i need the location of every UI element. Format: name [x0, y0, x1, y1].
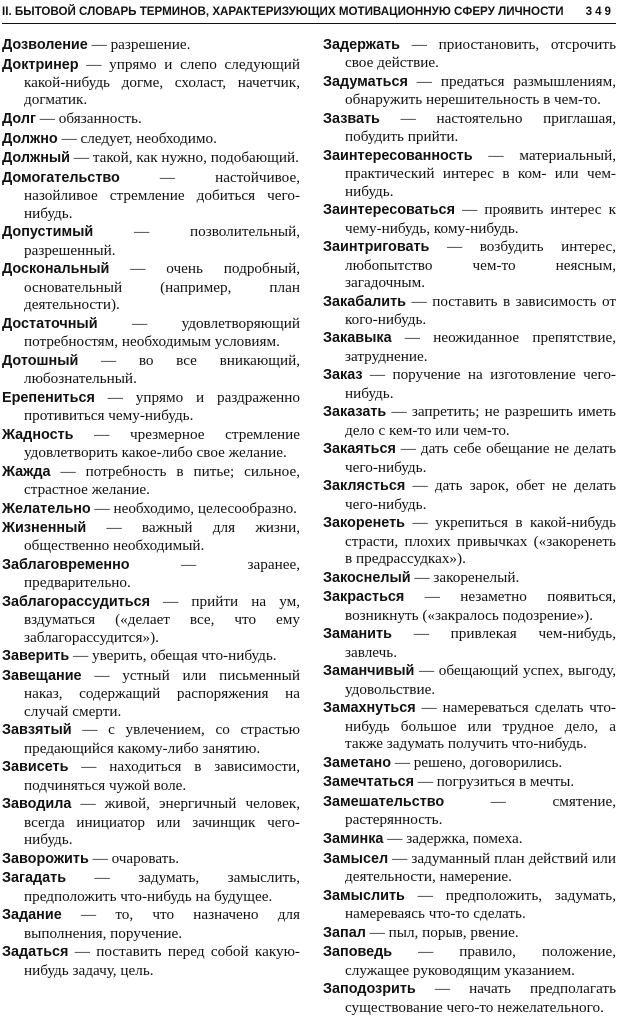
- entry-term: Замыслить: [323, 887, 405, 904]
- entry-definition: — материальный, практический интерес в ком- или чем-нибудь.: [345, 146, 616, 200]
- entry-definition: — следует, необходимо.: [57, 129, 217, 147]
- entry-definition: — привлекая чем-нибудь, завлечь.: [345, 625, 616, 661]
- entry-term: Заподозрить: [323, 981, 416, 998]
- dictionary-entry: [2, 593, 300, 646]
- entry-definition: — правило, положение, служащее руководящим указанием.: [345, 943, 616, 979]
- entry-term: Должно: [2, 130, 58, 147]
- dictionary-entry: [2, 943, 300, 979]
- entry-definition: — смятение, растерянность.: [345, 792, 616, 829]
- entry-definition: — незаметно появиться, возникнуть («закралось подозрение»).: [345, 588, 616, 624]
- dictionary-entry: [323, 773, 616, 791]
- dictionary-entry: [323, 73, 616, 109]
- dictionary-entry: [323, 924, 616, 942]
- entry-definition: — закоренелый.: [410, 568, 520, 586]
- entry-definition: — настоятельно приглашая, побудить прийти.: [345, 109, 616, 146]
- dictionary-entry: [2, 352, 300, 388]
- right-column: [323, 36, 616, 1017]
- dictionary-entry: [2, 795, 300, 848]
- dictionary-entry: [323, 754, 616, 772]
- entry-term: Заклясться: [323, 478, 406, 495]
- entry-definition: — заранее, предварительно.: [24, 556, 300, 592]
- entry-definition: — приостановить, отсрочить свое действие.: [345, 36, 616, 72]
- entry-definition: — разрешение.: [87, 36, 191, 53]
- entry-definition: — упрямо и слепо следующий какой-нибудь догме, схоласт, начетчик, догматик.: [24, 55, 300, 109]
- dictionary-entry: [323, 793, 616, 829]
- dictionary-entry: [2, 223, 300, 259]
- entry-term: Заманить: [323, 626, 392, 643]
- entry-definition: — пыл, порыв, рвение.: [365, 923, 519, 941]
- dictionary-entry: [323, 625, 616, 661]
- entry-definition: — необходимо, целесообразно.: [90, 499, 297, 517]
- entry-term: Дотошный: [2, 352, 79, 369]
- entry-term: Замахнуться: [323, 700, 416, 717]
- dictionary-entry: [323, 110, 616, 146]
- dictionary-entry: [2, 110, 300, 128]
- entry-definition: — поручение на изготовление чего-нибудь.: [345, 366, 616, 402]
- entry-definition: — задумать, замыслить, предположить что-нибудь на будущее.: [24, 869, 300, 905]
- entry-term: Достаточный: [2, 315, 98, 332]
- dictionary-entry: [2, 260, 300, 313]
- entry-term: Заповедь: [323, 944, 393, 961]
- entry-term: Домогательство: [2, 170, 120, 187]
- entry-term: Закоснелый: [323, 569, 411, 586]
- dictionary-entry: [323, 850, 616, 886]
- dictionary-entry: [323, 36, 616, 72]
- entry-definition: — дать зарок, обет не делать чего-нибудь.: [345, 477, 616, 513]
- entry-definition: — упрямо и раздраженно противиться чему-нибудь.: [24, 388, 300, 424]
- entry-term: Желательно: [2, 500, 91, 517]
- entry-term: Заинтриговать: [323, 239, 430, 256]
- dictionary-entry: [323, 588, 616, 624]
- header-title: II. БЫТОВОЙ СЛОВАРЬ ТЕРМИНОВ, ХАРАКТЕРИЗУЮЩИХ МОТИВАЦИОННУЮ СФЕРУ ЛИЧНОСТИ: [2, 5, 564, 18]
- entry-term: Зазвать: [323, 110, 380, 127]
- dictionary-entry: [323, 440, 616, 476]
- entry-term: Заманчивый: [323, 663, 415, 680]
- entry-term: Заминка: [323, 830, 384, 847]
- entry-term: Жажда: [2, 463, 51, 480]
- running-header: [2, 3, 616, 24]
- dictionary-entry: [2, 389, 300, 425]
- dictionary-entry: [2, 463, 300, 499]
- dictionary-entry: [323, 293, 616, 329]
- dictionary-entry: [2, 426, 300, 462]
- entry-definition: — проявить интерес к чему-нибудь, кому-нибудь.: [345, 201, 616, 237]
- entry-definition: — задуманный план действий или деятельности, намерение.: [345, 849, 616, 885]
- entry-definition: — запретить; не разрешить иметь дело с кем-то или чем-то.: [345, 403, 616, 439]
- entry-definition: — во все вникающий, любознательный.: [24, 351, 300, 387]
- entry-definition: — живой, энергичный человек, всегда инициатор или зачинщик чего-нибудь.: [24, 795, 300, 848]
- entry-term: Закрасться: [323, 589, 405, 606]
- entry-term: Загадать: [2, 870, 67, 887]
- dictionary-entry: [323, 887, 616, 923]
- dictionary-entry: [2, 36, 300, 54]
- entry-term: Задуматься: [323, 73, 408, 90]
- dictionary-entry: [323, 238, 616, 291]
- entry-definition: — чрезмерное стремление удовлетворить какое-либо свое желание.: [24, 425, 300, 461]
- entry-term: Завзятый: [2, 722, 72, 739]
- dictionary-entry: [2, 500, 300, 518]
- entry-definition: — решено, договорились.: [391, 753, 563, 771]
- dictionary-entry: [2, 56, 300, 109]
- entry-term: Допустимый: [2, 224, 94, 241]
- dictionary-entry: [2, 315, 300, 351]
- dictionary-entry: [323, 943, 616, 979]
- entry-definition: — потребность в питье; сильное, страстное желание.: [24, 462, 300, 498]
- entry-term: Жизненный: [2, 520, 87, 537]
- entry-term: Заказ: [323, 367, 363, 384]
- entry-definition: — неожиданное препятствие, затруднение.: [345, 329, 616, 365]
- entry-definition: — прийти на ум, вздуматься («делает все, что ему заблагорассудится»).: [24, 593, 300, 646]
- entry-term: Заблагорассудиться: [2, 594, 151, 611]
- entry-term: Задержать: [323, 37, 401, 53]
- entry-term: Дозволение: [2, 37, 88, 53]
- entry-term: Заинтересованность: [323, 147, 473, 164]
- entry-term: Закоренеть: [323, 515, 406, 532]
- entry-definition: — такой, как нужно, подобающий.: [70, 149, 299, 167]
- entry-term: Замысел: [323, 850, 389, 867]
- entry-term: Задаться: [2, 944, 69, 961]
- page-number: 349: [585, 5, 614, 18]
- entry-term: Заказать: [323, 404, 387, 421]
- entry-term: Заверить: [2, 648, 70, 665]
- entry-definition: — обещающий успех, выгоду, удовольствие.: [345, 662, 616, 698]
- entry-term: Закавыка: [323, 330, 392, 347]
- dictionary-entry: [323, 980, 616, 1016]
- dictionary-entry: [2, 647, 300, 665]
- entry-term: Зависеть: [2, 759, 69, 776]
- entry-term: Заметано: [323, 754, 392, 771]
- dictionary-entry: [2, 869, 300, 905]
- dictionary-entry: [323, 329, 616, 365]
- dictionary-entry: [2, 519, 300, 555]
- dictionary-entry: [323, 662, 616, 698]
- entry-definition: — настойчивое, назойливое стремление добиться чего-нибудь.: [24, 169, 300, 222]
- entry-term: Заблаговременно: [2, 557, 130, 574]
- entry-term: Должный: [2, 150, 71, 167]
- entry-definition: — с увлечением, со страстью предающийся какому-либо занятию.: [24, 721, 300, 757]
- dictionary-entry: [323, 147, 616, 200]
- entry-definition: — важный для жизни, общественно необходимый.: [24, 519, 300, 555]
- entry-definition: — погрузиться в мечты.: [414, 773, 575, 791]
- entry-definition: — возбудить интерес, любопытство чем-то неясным, загадочным.: [345, 238, 616, 291]
- entry-definition: — устный или письменный наказ, содержащий распоряжения на случай смерти.: [24, 667, 300, 720]
- dictionary-entry: [323, 830, 616, 848]
- entry-definition: — дать себе обещание не делать чего-нибудь.: [345, 440, 616, 476]
- dictionary-entry: [2, 721, 300, 757]
- dictionary-entry: [2, 130, 300, 148]
- entry-definition: — задержка, помеха.: [383, 829, 523, 847]
- entry-definition: — намереваться сделать что-нибудь большое или трудное дело, а также задумать получить что-нибудь.: [345, 699, 616, 752]
- entry-term: Долг: [2, 110, 36, 127]
- entry-definition: — позволительный, разрешенный.: [24, 223, 300, 259]
- dictionary-entry: [2, 667, 300, 720]
- dictionary-entry: [2, 169, 300, 222]
- entry-term: Доктринер: [2, 56, 79, 73]
- entry-term: Ерепениться: [2, 389, 95, 406]
- dictionary-entry: [2, 906, 300, 942]
- entry-term: Замечтаться: [323, 774, 415, 791]
- entry-definition: — удовлетворяющий потребностям, необходимым условиям.: [24, 314, 300, 350]
- entry-definition: — находиться в зависимости, подчиняться чужой воле.: [24, 758, 300, 794]
- entry-term: Замешательство: [323, 793, 445, 810]
- entry-definition: — поставить в зависимость от кого-нибудь.: [345, 292, 616, 328]
- dictionary-entry: [323, 366, 616, 402]
- entry-definition: — очаровать.: [88, 849, 180, 867]
- entry-definition: — предаться размышлениям, обнаружить нерешительность в чем-то.: [345, 72, 616, 109]
- entry-term: Закабалить: [323, 293, 406, 310]
- entry-definition: — очень подробный, основательный (например, план деятельности).: [24, 260, 300, 313]
- entry-definition: — поставить перед собой какую-нибудь задачу, цель.: [24, 943, 300, 979]
- dictionary-entry: [323, 699, 616, 752]
- dictionary-entry: [323, 403, 616, 439]
- entry-definition: — предположить, задумать, намереваясь что-то сделать.: [345, 886, 616, 922]
- dictionary-entry: [323, 514, 616, 567]
- entry-term: Заинтересоваться: [323, 202, 455, 219]
- dictionary-entry: [2, 758, 300, 794]
- entry-definition: — то, что назначено для выполнения, поручение.: [24, 906, 300, 942]
- entry-definition: — уверить, обещая что-нибудь.: [69, 647, 277, 665]
- entry-term: Заворожить: [2, 850, 89, 867]
- entry-term: Жадность: [2, 426, 74, 443]
- entry-term: Доскональный: [2, 261, 110, 278]
- left-column: [2, 36, 300, 980]
- entry-term: Завещание: [2, 668, 82, 685]
- dictionary-entry: [2, 850, 300, 868]
- entry-term: Заводила: [2, 796, 72, 813]
- dictionary-entry: [323, 201, 616, 237]
- entry-definition: — укрепиться в какой-нибудь страсти, плохих привычках («закоренеть в предрассудках»).: [345, 514, 616, 567]
- dictionary-entry: [323, 477, 616, 513]
- dictionary-entry: [2, 556, 300, 592]
- entry-term: Задание: [2, 907, 62, 924]
- dictionary-entry: [2, 149, 300, 167]
- entry-definition: — начать предполагать существование чего-то нежелательного.: [345, 980, 616, 1016]
- entry-term: Закаяться: [323, 441, 396, 458]
- entry-definition: — обязанность.: [36, 109, 142, 127]
- dictionary-entry: [323, 569, 616, 587]
- entry-term: Запал: [323, 924, 366, 941]
